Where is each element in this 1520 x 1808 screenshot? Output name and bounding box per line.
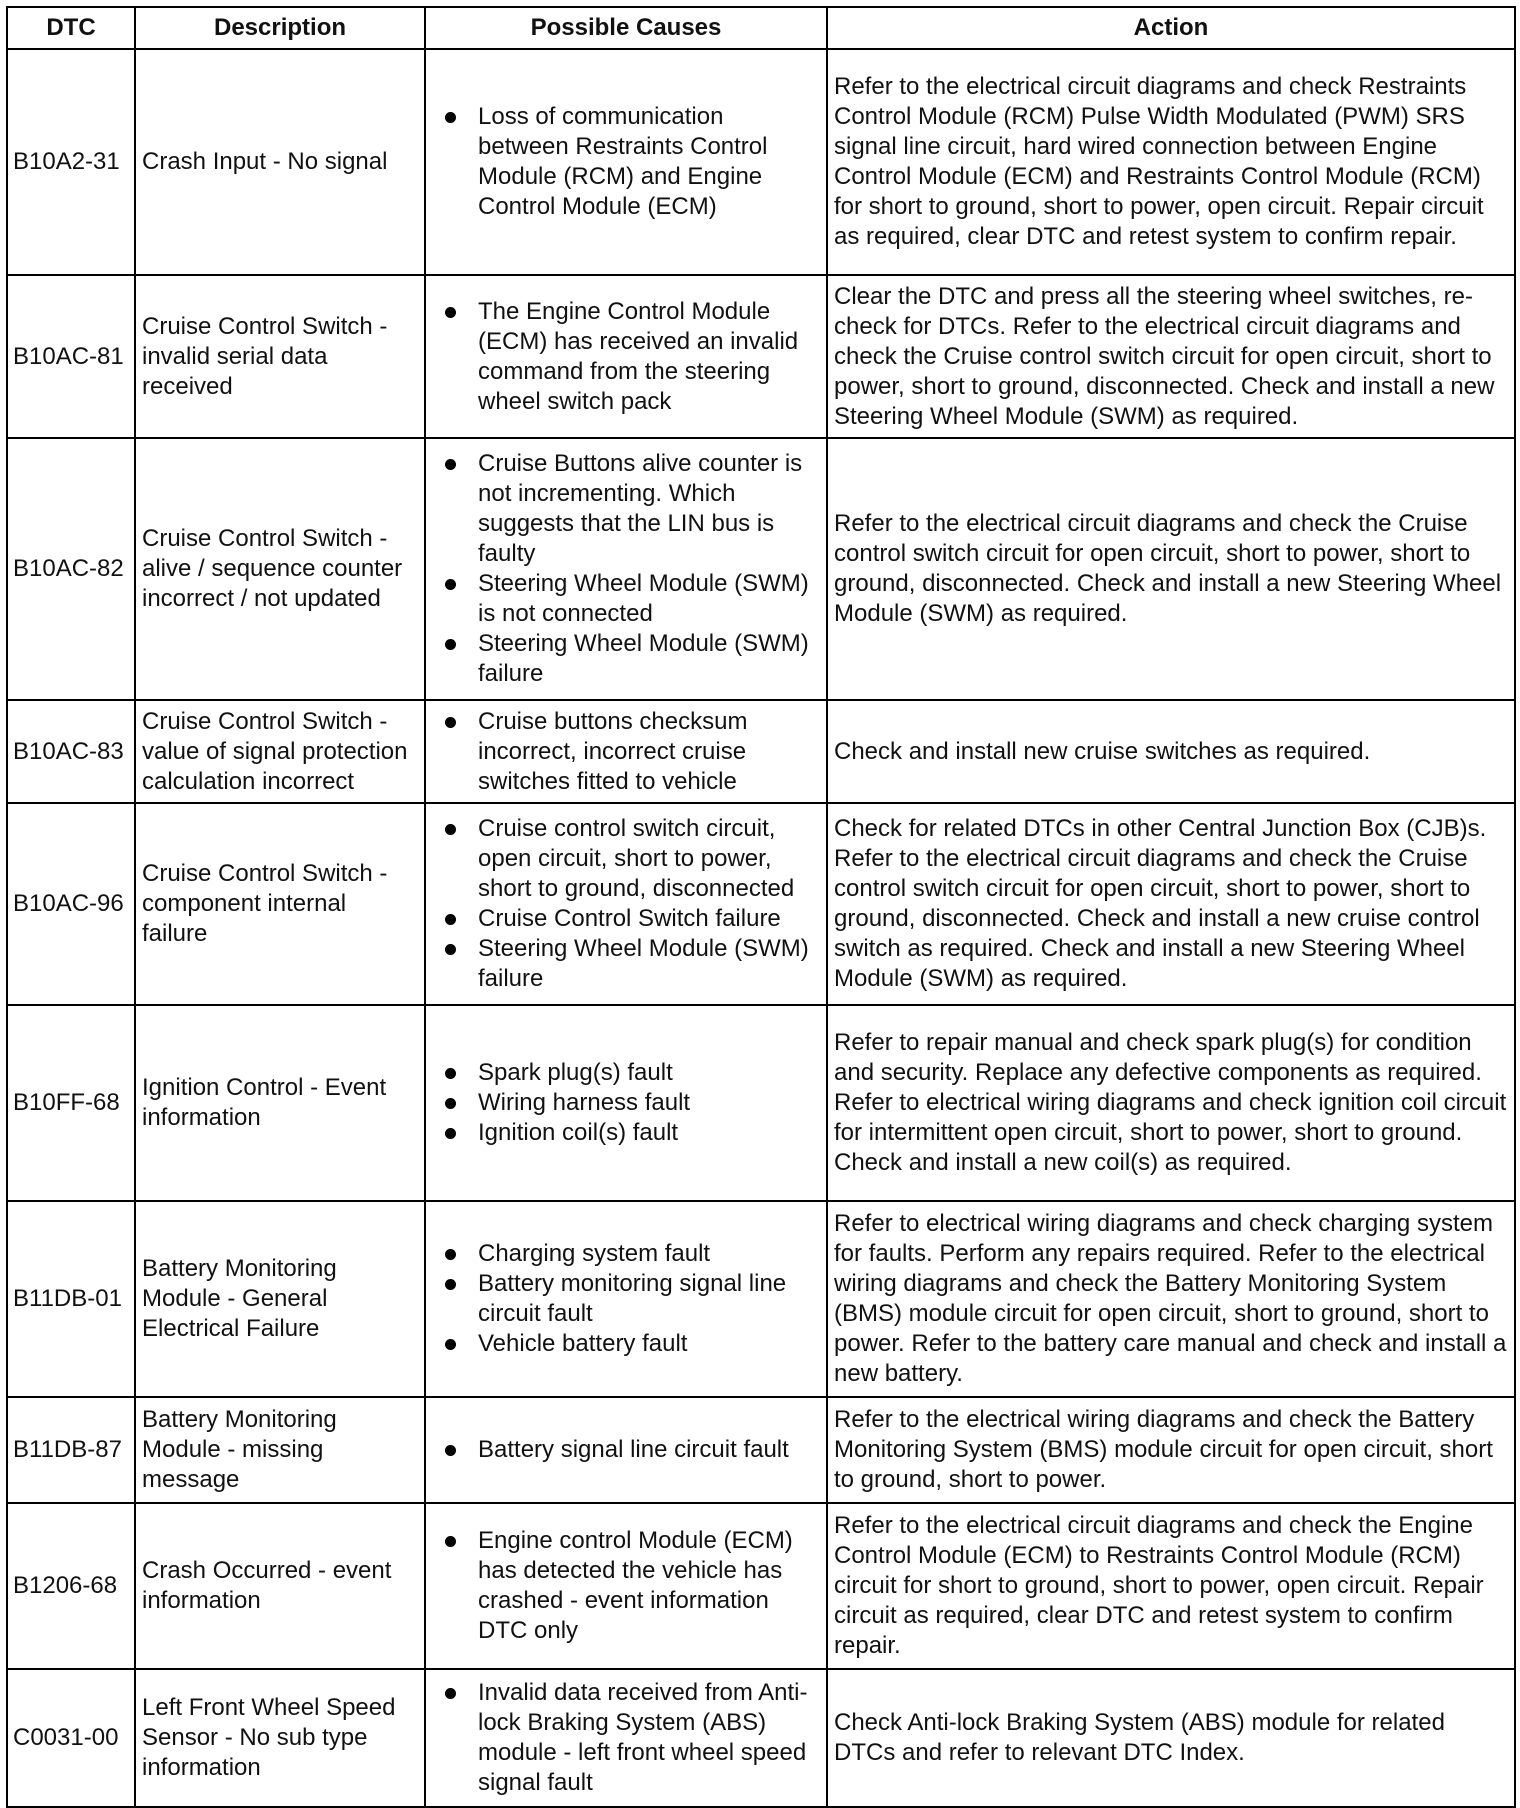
action-text: Refer to the electrical wiring diagrams and check the Battery Monitoring System (BMS) module circuit for open circuit, short to ground, short to power. — [827, 1397, 1515, 1503]
cause-item: Vehicle battery fault — [432, 1329, 820, 1359]
table-row — [7, 1005, 1515, 1201]
cause-item: Battery signal line circuit fault — [432, 1435, 820, 1465]
action-text: Check and install new cruise switches as required. — [827, 700, 1515, 803]
cause-item: Cruise control switch circuit, open circuit, short to power, short to ground, disconnected — [432, 814, 820, 904]
dtc-code: B11DB-87 — [7, 1397, 135, 1503]
header-description: Description — [135, 7, 425, 49]
dtc-code: B10AC-96 — [7, 803, 135, 1005]
dtc-code: B10A2-31 — [7, 49, 135, 275]
causes-list — [432, 814, 820, 994]
possible-causes — [425, 700, 827, 803]
table-row — [7, 1201, 1515, 1397]
possible-causes — [425, 1005, 827, 1201]
action-text: Refer to the electrical circuit diagrams and check the Engine Control Module (ECM) to Restraints Control Module (RCM) circuit for short to ground, short to power, open circuit. Repair circuit as required, clear DTC and retest system to confirm repair. — [827, 1503, 1515, 1669]
cause-item: Cruise Buttons alive counter is not incrementing. Which suggests that the LIN bus is faulty — [432, 449, 820, 569]
dtc-description: Battery Monitoring Module - missing message — [135, 1397, 425, 1503]
action-text: Refer to repair manual and check spark plug(s) for condition and security. Replace any defective components as required. Refer to electrical wiring diagrams and check ignition coil circuit for intermittent open circuit, short to power, short to ground. Check and install a new coil(s) as required. — [827, 1005, 1515, 1201]
cause-item: Invalid data received from Anti-lock Braking System (ABS) module - left front wheel speed signal fault — [432, 1678, 820, 1798]
action-text: Refer to electrical wiring diagrams and check charging system for faults. Perform any repairs required. Refer to the electrical wiring diagrams and check the Battery Monitoring System (BMS) module circuit for open circuit, short to ground, short to power. Refer to the battery care manual and check and install a new battery. — [827, 1201, 1515, 1397]
possible-causes — [425, 49, 827, 275]
table-row — [7, 438, 1515, 700]
cause-item: Charging system fault — [432, 1239, 820, 1269]
header-row — [7, 7, 1515, 49]
possible-causes — [425, 1503, 827, 1669]
dtc-code: B11DB-01 — [7, 1201, 135, 1397]
action-text: Check Anti-lock Braking System (ABS) module for related DTCs and refer to relevant DTC Index. — [827, 1669, 1515, 1807]
table-body — [7, 49, 1515, 1807]
possible-causes — [425, 438, 827, 700]
header-action: Action — [827, 7, 1515, 49]
causes-list — [432, 707, 820, 797]
cause-item: Engine control Module (ECM) has detected the vehicle has crashed - event information DTC only — [432, 1526, 820, 1646]
dtc-code: B10FF-68 — [7, 1005, 135, 1201]
possible-causes — [425, 1669, 827, 1807]
table-row — [7, 275, 1515, 438]
possible-causes — [425, 1201, 827, 1397]
header-dtc: DTC — [7, 7, 135, 49]
dtc-code: B1206-68 — [7, 1503, 135, 1669]
causes-list — [432, 1435, 820, 1465]
table-row — [7, 803, 1515, 1005]
dtc-code: B10AC-81 — [7, 275, 135, 438]
table-row — [7, 1503, 1515, 1669]
possible-causes — [425, 803, 827, 1005]
table-row — [7, 1397, 1515, 1503]
dtc-description: Crash Occurred - event information — [135, 1503, 425, 1669]
possible-causes — [425, 1397, 827, 1503]
table-row — [7, 700, 1515, 803]
causes-list — [432, 1678, 820, 1798]
action-text: Clear the DTC and press all the steering wheel switches, re-check for DTCs. Refer to the electrical circuit diagrams and check the Cruise control switch circuit for open circuit, short to power, short to ground, disconnected. Check and install a new Steering Wheel Module (SWM) as required. — [827, 275, 1515, 438]
causes-list — [432, 449, 820, 689]
action-text: Check for related DTCs in other Central Junction Box (CJB)s. Refer to the electrical circuit diagrams and check the Cruise control switch circuit for open circuit, short to power, short to ground, disconnected. Check and install a new cruise control switch as required. Check and install a new Steering Wheel Module (SWM) as required. — [827, 803, 1515, 1005]
possible-causes — [425, 275, 827, 438]
cause-item: Cruise Control Switch failure — [432, 904, 820, 934]
cause-item: Ignition coil(s) fault — [432, 1118, 820, 1148]
causes-list — [432, 1239, 820, 1359]
dtc-description: Cruise Control Switch - invalid serial data received — [135, 275, 425, 438]
dtc-description: Cruise Control Switch - alive / sequence counter incorrect / not updated — [135, 438, 425, 700]
action-text: Refer to the electrical circuit diagrams and check the Cruise control switch circuit for open circuit, short to power, short to ground, disconnected. Check and install a new Steering Wheel Module (SWM) as required. — [827, 438, 1515, 700]
dtc-description: Ignition Control - Event information — [135, 1005, 425, 1201]
cause-item: Wiring harness fault — [432, 1088, 820, 1118]
cause-item: The Engine Control Module (ECM) has received an invalid command from the steering wheel switch pack — [432, 297, 820, 417]
dtc-description: Cruise Control Switch - component internal failure — [135, 803, 425, 1005]
dtc-code: B10AC-82 — [7, 438, 135, 700]
header-possible-causes: Possible Causes — [425, 7, 827, 49]
table-row — [7, 1669, 1515, 1807]
dtc-description: Crash Input - No signal — [135, 49, 425, 275]
cause-item: Cruise buttons checksum incorrect, incorrect cruise switches fitted to vehicle — [432, 707, 820, 797]
causes-list — [432, 297, 820, 417]
dtc-description: Cruise Control Switch - value of signal protection calculation incorrect — [135, 700, 425, 803]
cause-item: Steering Wheel Module (SWM) failure — [432, 934, 820, 994]
cause-item: Battery monitoring signal line circuit fault — [432, 1269, 820, 1329]
causes-list — [432, 102, 820, 222]
causes-list — [432, 1058, 820, 1148]
dtc-code: C0031-00 — [7, 1669, 135, 1807]
action-text: Refer to the electrical circuit diagrams and check Restraints Control Module (RCM) Pulse Width Modulated (PWM) SRS signal line circuit, hard wired connection between Engine Control Module (ECM) and Restraints Control Module (RCM) for short to ground, short to power, open circuit. Repair circuit as required, clear DTC and retest system to confirm repair. — [827, 49, 1515, 275]
dtc-table — [6, 6, 1516, 1808]
table-row — [7, 49, 1515, 275]
causes-list — [432, 1526, 820, 1646]
dtc-code: B10AC-83 — [7, 700, 135, 803]
dtc-description: Left Front Wheel Speed Sensor - No sub type information — [135, 1669, 425, 1807]
cause-item: Loss of communication between Restraints Control Module (RCM) and Engine Control Module (ECM) — [432, 102, 820, 222]
dtc-description: Battery Monitoring Module - General Electrical Failure — [135, 1201, 425, 1397]
cause-item: Spark plug(s) fault — [432, 1058, 820, 1088]
cause-item: Steering Wheel Module (SWM) is not connected — [432, 569, 820, 629]
cause-item: Steering Wheel Module (SWM) failure — [432, 629, 820, 689]
